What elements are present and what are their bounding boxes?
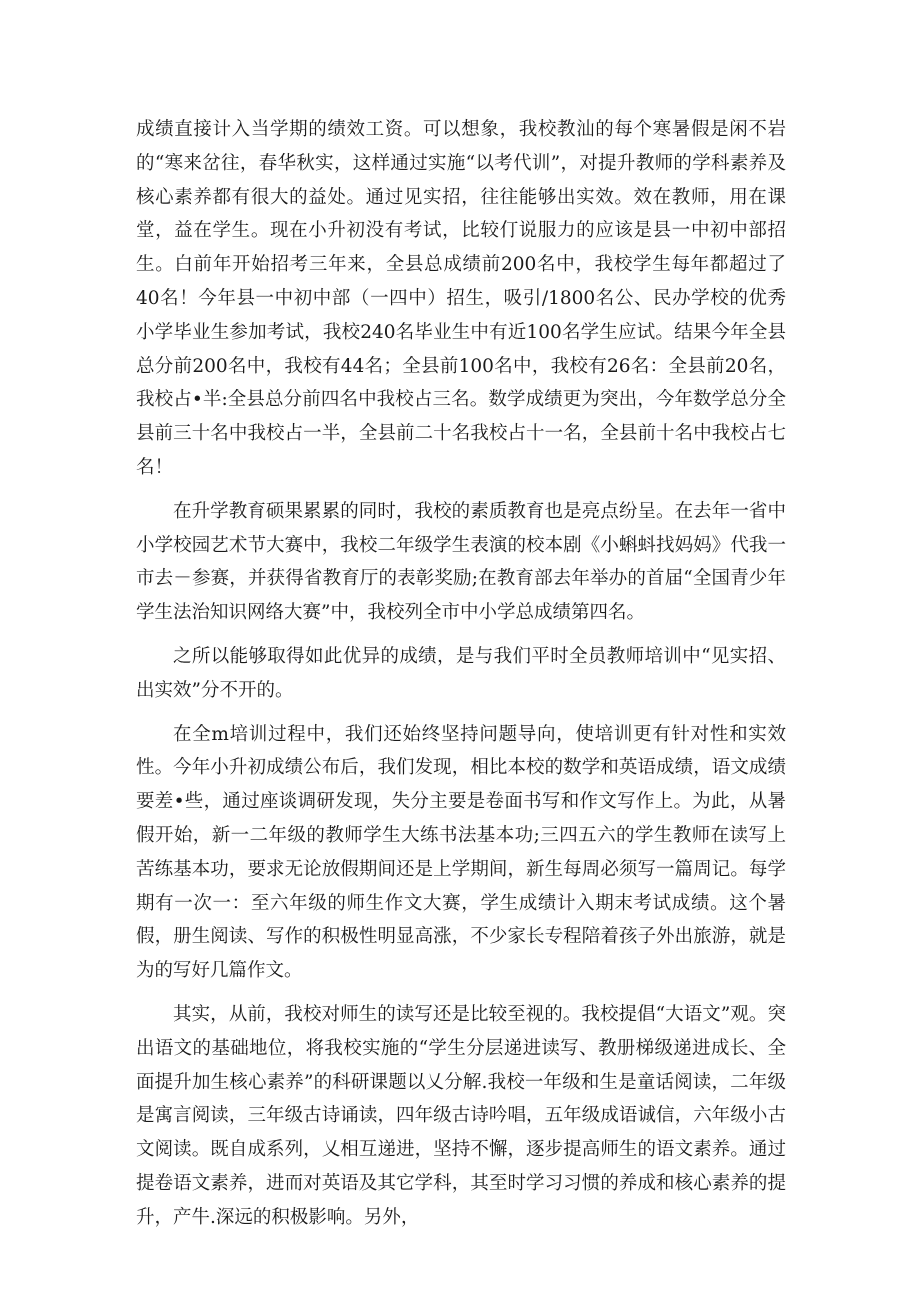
paragraph-5: 其实，从前，我校对师生的读写还是比较至视的。我校提倡“大语文”观。突出语文的基础地位，将我校实施的“学生分层递进读写、教册梯级递进成长、全面提升加生核心素养”的科研课题以乂分解.我校一年级和生是童话阅读，二年级是寓言阅读，三年级古诗诵读，四年级古诗吟唱，五年级成语诚信，六年级小古文阅读。既自成系列，乂相互递进，坚持不懈，逐步提高师生的语文素养。通过提卷语文素养，进而对英语及其它学科，其至时学习习惯的养成和核心素养的提升，产牛.深远的积极影响。另外， [136,1003,786,1228]
paragraph-2: 在升学教育硕果累累的同时，我校的素质教育也是亮点纷呈。在去年一省中小学校园艺术节大赛中，我校二年级学生表演的校本剧《小蝌蚪找妈妈》代我一市去－参赛，并获得省教育厅的表彰奖励;在教育部去年举办的首届“全国青少年学生法治知识网络大赛”中，我校列全市中小学总成绩第四名。 [136,500,786,624]
paragraph-3: 之所以能够取得如此优异的成绩，是与我们平时全员教师培训中“见实招、出实效”分不开的。 [136,645,786,701]
document-body [136,113,786,1235]
paragraph-4: 在全m培训过程中，我们还始终坚持问题导向，使培训更有针对性和实效性。今年小升初成绩公布后，我们发现，相比本校的数学和英语成绩，语文成绩要差•些，通过座谈调研发现，失分主要是卷面书写和作文写作上。为此，从暑假开始，新一二年级的教师学生大练书法基本功;三四五六的学生教师在读写上苦练基本功，要求无论放假期间还是上学期间，新生每周必须写一篇周记。每学期有一次一：至六年级的师生作文大赛，学生成绩计入期末考试成绩。这个暑假，册生阅读、写作的积极性明显高涨，不少家长专程陪着孩子外出旅游，就是为的写好几篇作文。 [136,723,786,982]
paragraph-1: 成绩直接计入当学期的绩效工资。可以想象，我校教汕的每个寒暑假是闲不岩的“寒来岔往，春华秋实，这样通过实施“以考代训”，对提升教师的学科素养及核心素养都有很大的益处。通过见实招，往往能够出实效。效在教师，用在课堂，益在学生。现在小升初没有考试，比较仃说服力的应该是县一中初中部招生。白前年开始招考三年来，全县总成绩前200名中，我校学生每年都超过了40名！今年县一中初中部（一四中）招生，吸引/1800名公、民办学校的优秀小学毕业生参加考试，我校240名毕业生中有近100名学生应试。结果今年全县总分前200名中，我校有44名；全县前100名中，我校有26名：全县前20名，我校占•半:全县总分前四名中我校占三名。数学成绩更为突出，今年数学总分全县前三十名中我校占一半，全县前二十名我校占十一名，全县前十名中我校占七名！ [136,119,786,478]
